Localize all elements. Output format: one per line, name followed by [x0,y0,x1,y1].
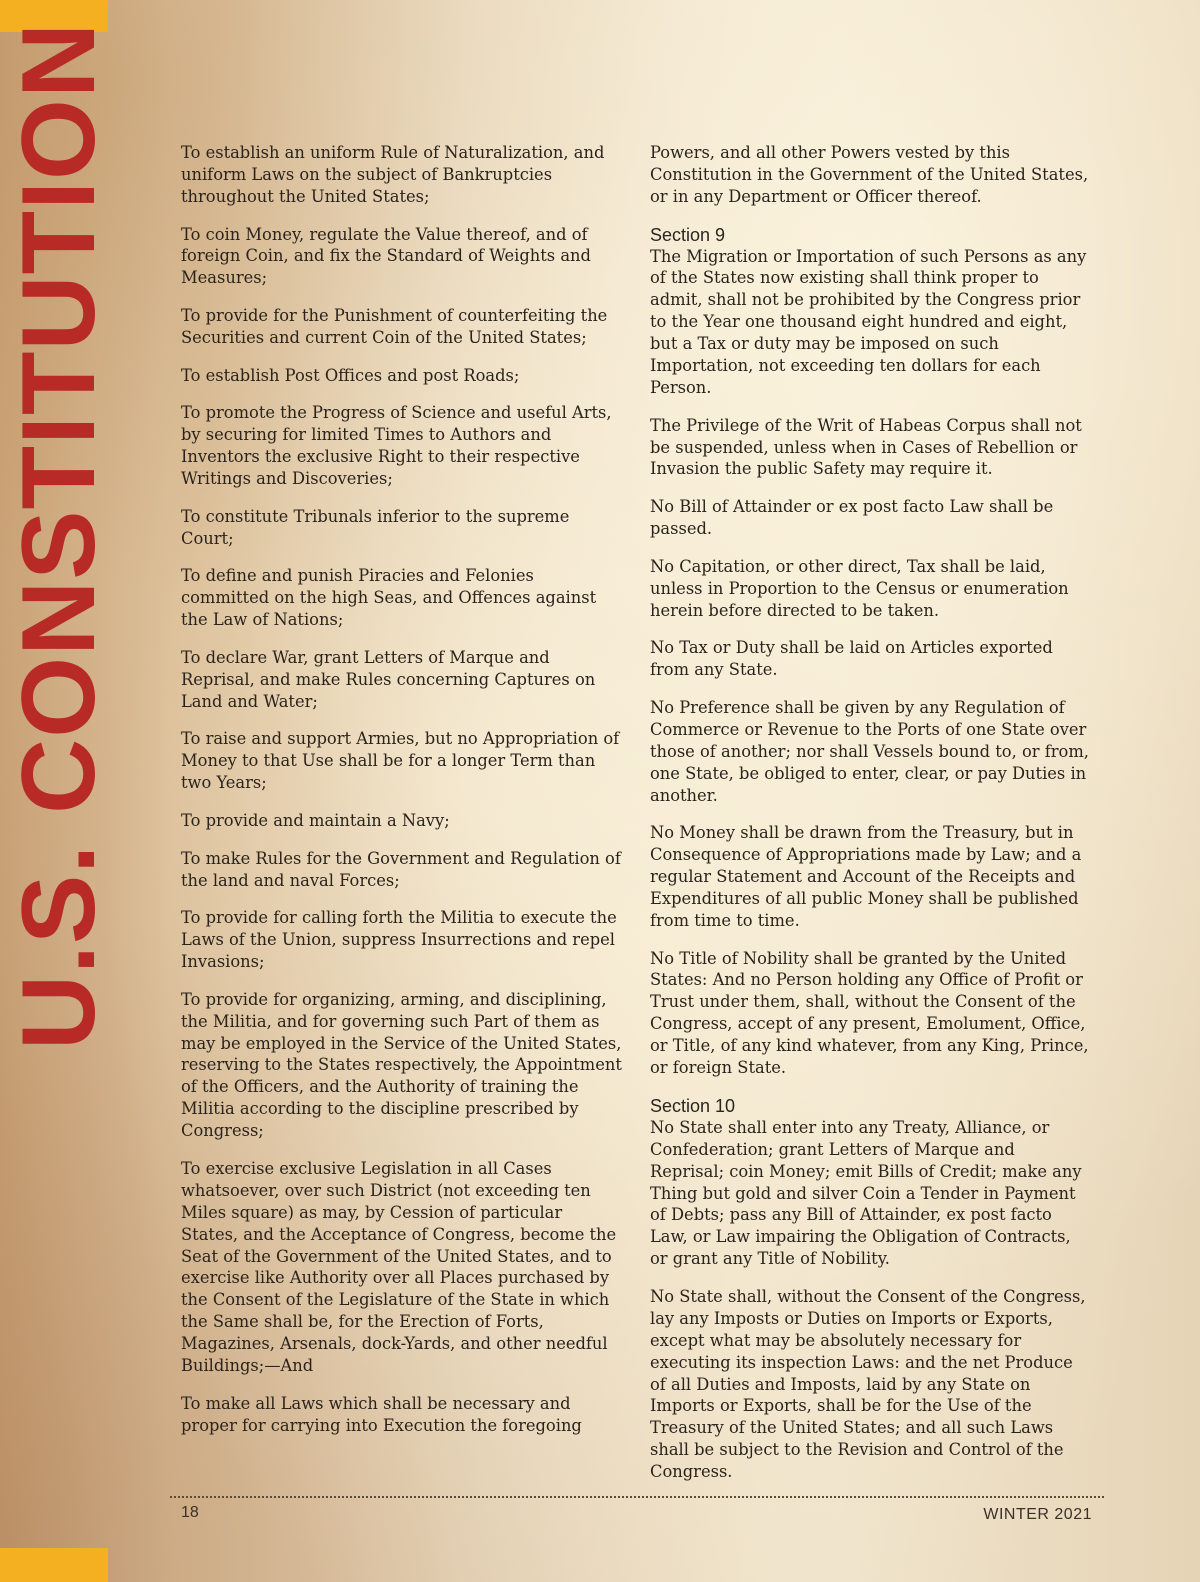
paragraph: To provide and maintain a Navy; [181,810,450,830]
paragraph: No Money shall be drawn from the Treasury, but in Consequence of Appropriations made by Law; and a regular Statement and Account of the Receipts and Expenditures of all public Money shall be published from time to time. [650,823,1082,930]
paragraph: No Preference shall be given by any Regulation of Commerce or Revenue to the Ports of one State over those of another; nor shall Vessels bound to, or from, one State, be obliged to enter, clear, or pay Duties in another. [650,697,1089,805]
paragraph: To raise and support Armies, but no Appropriation of Money to that Use shall be for a longer Term than two Years; [181,729,620,793]
paragraph: To provide for the Punishment of counterfeiting the Securities and current Coin of the United States; [181,306,608,347]
section-10-heading: Section 10 [650,1095,736,1116]
paragraph: No Capitation, or other direct, Tax shall be laid, unless in Proportion to the Census or enumeration herein before directed to be taken. [650,556,1069,620]
side-title [1,21,118,1051]
paragraph: No Bill of Attainder or ex post facto Law shall be passed. [650,497,1054,539]
paragraph: To provide for organizing, arming, and disciplining, the Militia, and for governing such Part of them as may be employed in the Service of the United States, reserving to the States respectively, the Appointment of the Officers, and the Authority of training the Militia according to the discipline prescribed by Congress; [181,989,622,1141]
paragraph: The Privilege of the Writ of Habeas Corpus shall not be suspended, unless when in Cases of Rebellion or Invasion the public Safety may require it. [650,415,1082,479]
paragraph: No Tax or Duty shall be laid on Articles exported from any State. [650,638,1053,680]
paragraph: To promote the Progress of Science and useful Arts, by securing for limited Times to Authors and Inventors the exclusive Right to their respective Writings and Discoveries; [181,403,612,489]
side-title-text: U.S. CONSTITUTION [1,21,118,1051]
paragraph: To define and punish Piracies and Felonies committed on the high Seas, and Offences against the Law of Nations; [181,566,597,630]
paragraph: No State shall enter into any Treaty, Alliance, or Confederation; grant Letters of Marque and Reprisal; coin Money; emit Bills of Credit; make any Thing but gold and silver Coin a Tender in Payment of Debts; pass any Bill of Attainder, ex post facto Law, or Law impairing the Obligation of Contracts, or grant any Title of Nobility. [650,1117,1082,1269]
paragraph: No State shall, without the Consent of the Congress, lay any Imposts or Duties on Imports or Exports, except what may be absolutely necessary for executing its inspection Laws: and the net Produce of all Duties and Imposts, laid by any State on Imports or Exports, shall be for the Use of the Treasury of the United States; and all such Laws shall be subject to the Revision and Control of the Congress. [650,1286,1086,1482]
paragraph: To exercise exclusive Legislation in all Cases whatsoever, over such District (not exceeding ten Miles square) as may, by Cession of particular States, and the Acceptance of Congress, become the Seat of the Government of the United States, and to exercise like Authority over all Places purchased by the Consent of the Legislature of the State in which the Same shall be, for the Erection of Forts, Magazines, Arsenals, dock-Yards, and other needful Buildings;—And [181,1158,617,1376]
paragraph: To establish an uniform Rule of Naturalization, and uniform Laws on the subject of Bankruptcies throughout the United States; [181,143,605,206]
paragraph: To make all Laws which shall be necessary and proper for carrying into Execution the foregoing [181,1393,582,1435]
accent-bar-bottom [0,1548,108,1582]
left-column [181,142,623,1452]
page-number: 18 [181,1504,199,1521]
paragraph: To declare War, grant Letters of Marque and Reprisal, and make Rules concerning Captures on Land and Water; [181,647,596,711]
paragraph: To establish Post Offices and post Roads; [181,365,520,385]
paragraph: To make Rules for the Government and Regulation of the land and naval Forces; [181,848,621,890]
paragraph: To coin Money, regulate the Value thereof, and of foreign Coin, and fix the Standard of Weights and Measures; [181,224,591,288]
paragraph: The Migration or Importation of such Persons as any of the States now existing shall think proper to admit, shall not be prohibited by the Congress prior to the Year one thousand eight hundred and eight, but a Tax or duty may be imposed on such Importation, not exceeding ten dollars for each Person. [650,246,1087,397]
footer-divider [170,1496,1104,1498]
paragraph: To constitute Tribunals inferior to the supreme Court; [181,506,570,548]
issue-label: WINTER 2021 [983,1506,1092,1523]
right-column [650,142,1092,1499]
paragraph: Powers, and all other Powers vested by this Constitution in the Government of the United States, or in any Department or Officer thereof. [650,143,1089,206]
paragraph: No Title of Nobility shall be granted by the United States: And no Person holding any Office of Profit or Trust under them, shall, without the Consent of the Congress, accept of any present, Emolument, Office, or Title, of any kind whatever, from any King, Prince, or foreign State. [650,948,1089,1078]
section-9-heading: Section 9 [650,224,726,245]
paragraph: To provide for calling forth the Militia to execute the Laws of the Union, suppress Insurrections and repel Invasions; [181,908,617,972]
